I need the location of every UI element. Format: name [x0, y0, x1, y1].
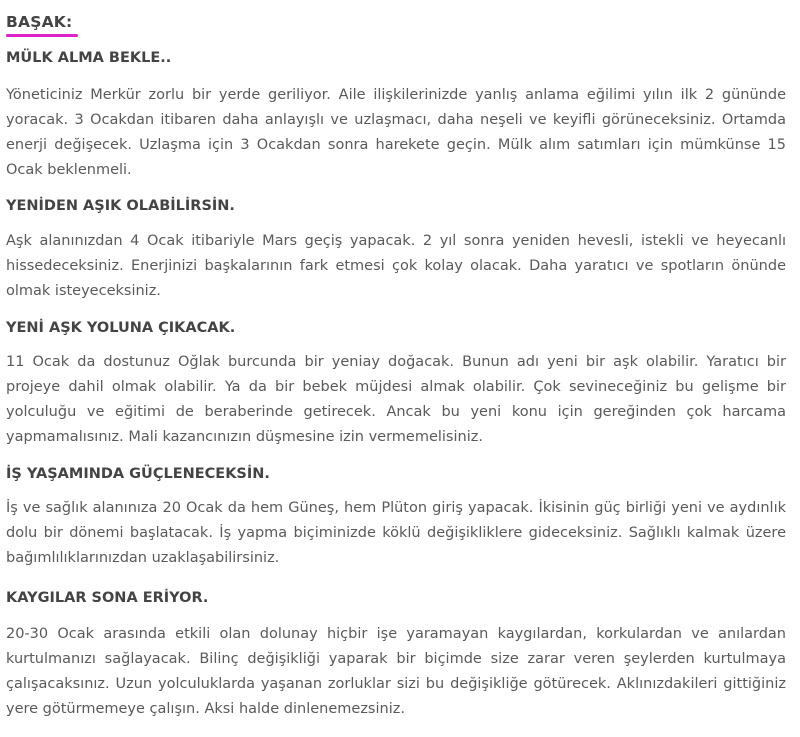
section-heading-5: KAYGILAR SONA ERİYOR.: [6, 590, 209, 606]
section-paragraph-1: Yöneticiniz Merkür zorlu bir yerde geriliyor. Aile ilişkilerinizde yanlış anlama eğilimi yılın ilk 2 gününde yoracak. 3 Ocakdan itibaren daha anlayışlı ve uzlaşmacı, daha neşeli ve keyifli görüneceksiniz. Ortamda enerji değişecek. Uzlaşma için 3 Ocakdan sonra harekete geçin. Mülk alım satımları için mümkünse 15 Ocak beklenmeli.: [6, 87, 786, 178]
sign-title-underline: [6, 34, 78, 37]
section-paragraph-3: 11 Ocak da dostunuz Oğlak burcunda bir yeniay doğacak. Bunun adı yeni bir aşk olabilir. Yaratıcı bir projeye dahil olmak olabilir. Ya da bir bebek müjdesi almak olabilir. Çok sevineceğiniz bu gelişme bir yolculuğu ve eğitimi de beraberinde getirecek. Ancak bu yeni konu için gereğinden çok harcama yapmamalısınız. Mali kazancınızın düşmesine izin vermemelisiniz.: [6, 354, 786, 445]
sign-title: BAŞAK:: [6, 13, 73, 31]
section-heading-4: İŞ YAŞAMINDA GÜÇLENECEKSİN.: [6, 466, 270, 482]
section-paragraph-4: İş ve sağlık alanınıza 20 Ocak da hem Güneş, hem Plüton giriş yapacak. İkisinin güç birliği yeni ve aydınlık dolu bir dönemi başlatacak. İş yapma biçiminizde köklü değişikliklere gideceksiniz. Sağlıklı kalmak üzere bağımlılıklarınızdan uzaklaşabilirsiniz.: [6, 500, 786, 566]
section-heading-1: MÜLK ALMA BEKLE..: [6, 50, 172, 66]
section-heading-3: YENİ AŞK YOLUNA ÇIKACAK.: [6, 320, 236, 336]
section-paragraph-2: Aşk alanınızdan 4 Ocak itibariyle Mars geçiş yapacak. 2 yıl sonra yeniden hevesli, istekli ve heyecanlı hissedeceksiniz. Enerjinizi başkalarının fark etmesi çok kolay olacak. Daha yaratıcı ve spotların önünde olmak isteyeceksiniz.: [6, 233, 786, 299]
section-heading-2: YENİDEN AŞIK OLABİLİRSİN.: [6, 198, 235, 214]
section-paragraph-5: 20-30 Ocak arasında etkili olan dolunay hiçbir işe yaramayan kaygılardan, korkulardan ve anılardan kurtulmanızı sağlayacak. Bilinç değişikliği yaparak bir biçimde size zarar veren şeylerden kurtulmaya çalışacaksınız. Uzun yolculuklarda yaşanan zorluklar sizi bu değişikliğe götürecek. Aklınızdakileri gittiğiniz yere götürmemeye çalışın. Aksi halde dinlenemezsiniz.: [6, 626, 786, 717]
